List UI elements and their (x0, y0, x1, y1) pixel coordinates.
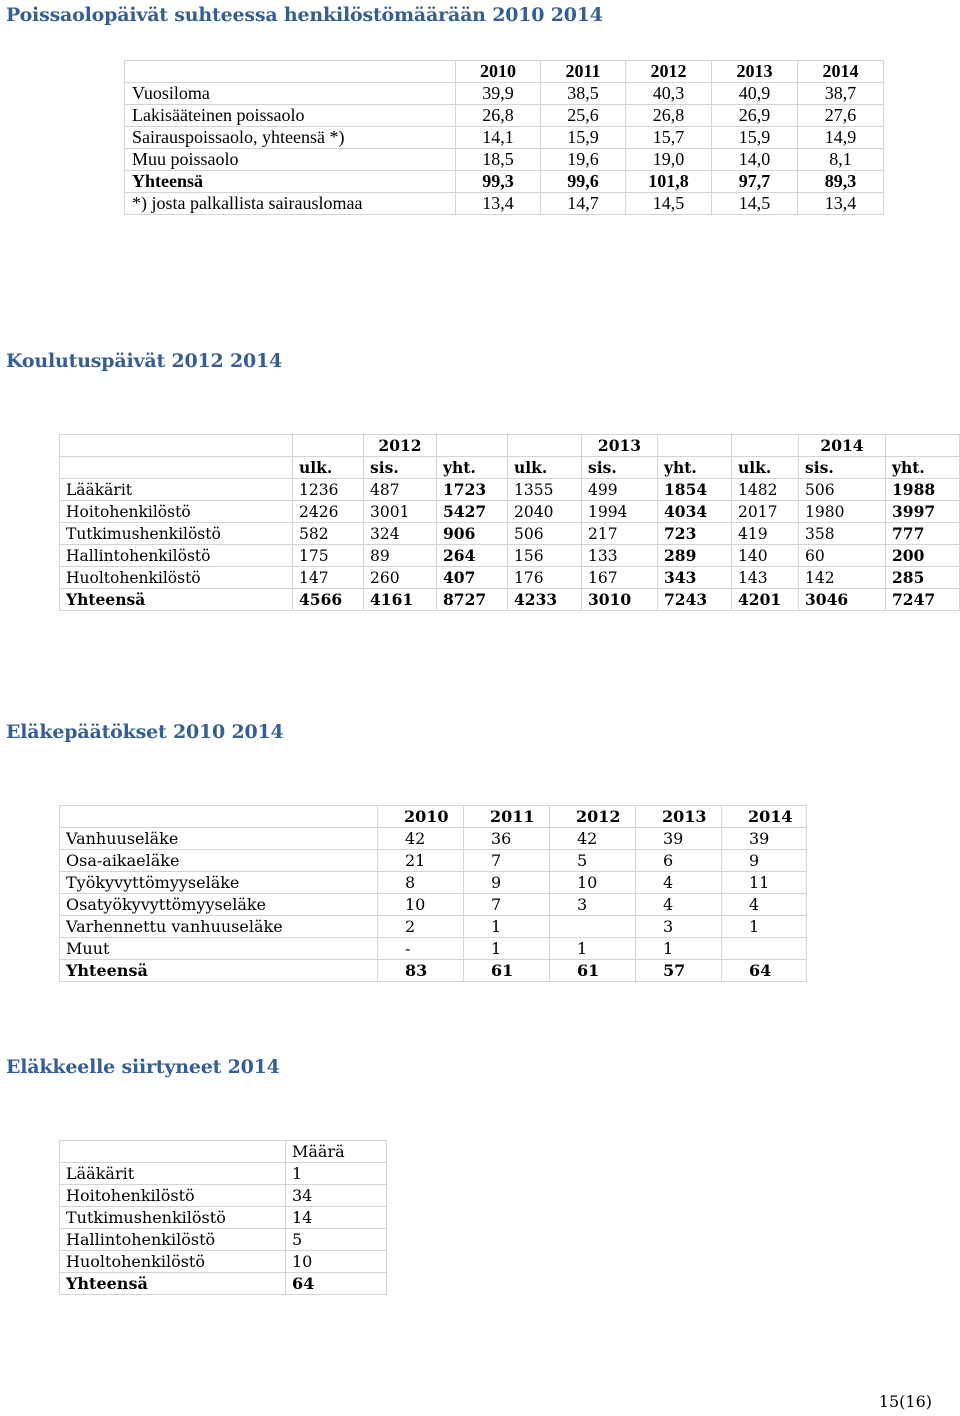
row-label: Osatyökyvyttömyyseläke (60, 894, 378, 916)
table-row (60, 894, 807, 916)
value-cell: 10 (550, 872, 636, 894)
value-cell: 64 (286, 1273, 387, 1295)
table-row (60, 1207, 387, 1229)
value-cell: 260 (364, 567, 437, 589)
value-cell: 1236 (293, 479, 364, 501)
value-cell: 18,5 (456, 149, 541, 171)
subheader-cell: ulk. (508, 457, 582, 479)
value-cell: 1355 (508, 479, 582, 501)
value-cell: 64 (722, 960, 807, 982)
header-empty-cell (60, 457, 293, 479)
value-cell: 21 (378, 850, 464, 872)
row-label: Yhteensä (60, 1273, 286, 1295)
subheader-row (60, 457, 960, 479)
value-cell: 1854 (658, 479, 732, 501)
value-cell: 99,6 (541, 171, 626, 193)
row-label: *) josta palkallista sairauslomaa (125, 193, 456, 215)
pension-decisions-table (59, 805, 807, 982)
table-row (60, 1251, 387, 1273)
value-cell: 3 (636, 916, 722, 938)
header-empty-cell (60, 1141, 286, 1163)
value-cell: 42 (550, 828, 636, 850)
value-cell: 40,9 (712, 83, 798, 105)
value-cell: 39 (722, 828, 807, 850)
row-label: Muu poissaolo (125, 149, 456, 171)
year-header: 2013 (636, 806, 722, 828)
value-cell: 1 (464, 916, 550, 938)
value-cell: 4 (722, 894, 807, 916)
value-cell: 419 (732, 523, 799, 545)
value-cell: 2017 (732, 501, 799, 523)
count-header: Määrä (286, 1141, 387, 1163)
value-cell: 1 (722, 916, 807, 938)
value-cell: 9 (722, 850, 807, 872)
value-cell: 15,9 (712, 127, 798, 149)
value-cell: 1482 (732, 479, 799, 501)
year-header: 2014 (798, 61, 884, 83)
value-cell: 13,4 (798, 193, 884, 215)
value-cell: 4233 (508, 589, 582, 611)
year-header: 2012 (364, 435, 437, 457)
value-cell: 8 (378, 872, 464, 894)
value-cell: 9 (464, 872, 550, 894)
value-cell: 1 (636, 938, 722, 960)
value-cell: 7 (464, 850, 550, 872)
value-cell: 1 (286, 1163, 387, 1185)
year-header: 2010 (378, 806, 464, 828)
table-row (60, 589, 960, 611)
subheader-cell: sis. (364, 457, 437, 479)
table-row (60, 1163, 387, 1185)
table-row (125, 83, 884, 105)
value-cell: 25,6 (541, 105, 626, 127)
value-cell: 38,7 (798, 83, 884, 105)
header-empty-cell (60, 806, 378, 828)
value-cell: 1994 (582, 501, 658, 523)
value-cell: 4 (636, 872, 722, 894)
subheader-cell: yht. (658, 457, 732, 479)
table-row (60, 545, 960, 567)
value-cell: 4161 (364, 589, 437, 611)
value-cell: 723 (658, 523, 732, 545)
year-header: 2010 (456, 61, 541, 83)
table-row (125, 171, 884, 193)
year-header: 2011 (464, 806, 550, 828)
year-header: 2014 (722, 806, 807, 828)
subheader-cell: sis. (799, 457, 886, 479)
value-cell: 407 (437, 567, 508, 589)
table-row (60, 828, 807, 850)
value-cell: 343 (658, 567, 732, 589)
value-cell: 83 (378, 960, 464, 982)
header-empty-cell (886, 435, 960, 457)
table-row (60, 916, 807, 938)
row-label: Muut (60, 938, 378, 960)
value-cell: 15,9 (541, 127, 626, 149)
value-cell: 19,6 (541, 149, 626, 171)
row-label: Hallintohenkilöstö (60, 1229, 286, 1251)
value-cell: 6 (636, 850, 722, 872)
value-cell: 1723 (437, 479, 508, 501)
year-header: 2014 (799, 435, 886, 457)
value-cell: 5427 (437, 501, 508, 523)
value-cell: 175 (293, 545, 364, 567)
value-cell (722, 938, 807, 960)
row-label: Lääkärit (60, 1163, 286, 1185)
value-cell: 11 (722, 872, 807, 894)
header-empty-cell (437, 435, 508, 457)
page-number: 15(16) (878, 1392, 932, 1411)
value-cell: 38,5 (541, 83, 626, 105)
value-cell: 582 (293, 523, 364, 545)
value-cell: 3010 (582, 589, 658, 611)
row-label: Vanhuuseläke (60, 828, 378, 850)
heading-elakepaatokset: Eläkepäätökset 2010 2014 (6, 721, 284, 743)
value-cell: 13,4 (456, 193, 541, 215)
heading-poissaolopaivat: Poissaolopäivät suhteessa henkilöstömäärään 2010 2014 (6, 4, 603, 26)
row-label: Hoitohenkilöstö (60, 501, 293, 523)
value-cell: 143 (732, 567, 799, 589)
value-cell: 2 (378, 916, 464, 938)
row-label: Varhennettu vanhuuseläke (60, 916, 378, 938)
value-cell: 61 (464, 960, 550, 982)
subheader-cell: yht. (886, 457, 960, 479)
row-label: Tutkimushenkilöstö (60, 523, 293, 545)
value-cell: 3997 (886, 501, 960, 523)
header-empty-cell (658, 435, 732, 457)
table-row (60, 523, 960, 545)
subheader-cell: ulk. (732, 457, 799, 479)
training-table (59, 434, 960, 611)
year-header: 2011 (541, 61, 626, 83)
year-header-row (60, 435, 960, 457)
table-row (125, 193, 884, 215)
value-cell: 27,6 (798, 105, 884, 127)
header-empty-cell (732, 435, 799, 457)
value-cell: 285 (886, 567, 960, 589)
table-row (60, 1185, 387, 1207)
subheader-cell: yht. (437, 457, 508, 479)
row-label: Huoltohenkilöstö (60, 1251, 286, 1273)
row-label: Yhteensä (60, 589, 293, 611)
header-empty-cell (60, 435, 293, 457)
value-cell: 499 (582, 479, 658, 501)
table-row (60, 501, 960, 523)
subheader-cell: sis. (582, 457, 658, 479)
row-label: Osa-aikaeläke (60, 850, 378, 872)
value-cell: 140 (732, 545, 799, 567)
value-cell: 19,0 (626, 149, 712, 171)
table-header-row (60, 1141, 387, 1163)
value-cell: 14,5 (626, 193, 712, 215)
value-cell: 26,8 (456, 105, 541, 127)
value-cell: 5 (286, 1229, 387, 1251)
row-label: Yhteensä (60, 960, 378, 982)
value-cell: 57 (636, 960, 722, 982)
value-cell: 14,9 (798, 127, 884, 149)
value-cell: 10 (378, 894, 464, 916)
table-row (60, 872, 807, 894)
row-label: Vuosiloma (125, 83, 456, 105)
table-row (125, 149, 884, 171)
value-cell: 324 (364, 523, 437, 545)
value-cell: 4 (636, 894, 722, 916)
value-cell: 217 (582, 523, 658, 545)
value-cell: 97,7 (712, 171, 798, 193)
value-cell: 4566 (293, 589, 364, 611)
value-cell: 5 (550, 850, 636, 872)
value-cell: 14,5 (712, 193, 798, 215)
row-label: Tutkimushenkilöstö (60, 1207, 286, 1229)
absence-table (124, 60, 884, 215)
table-row (60, 938, 807, 960)
value-cell: 3001 (364, 501, 437, 523)
value-cell: 200 (886, 545, 960, 567)
value-cell: 176 (508, 567, 582, 589)
value-cell: 39 (636, 828, 722, 850)
value-cell: 7243 (658, 589, 732, 611)
value-cell: 506 (799, 479, 886, 501)
value-cell: 40,3 (626, 83, 712, 105)
row-label: Hallintohenkilöstö (60, 545, 293, 567)
value-cell: 1988 (886, 479, 960, 501)
value-cell: 60 (799, 545, 886, 567)
row-label: Hoitohenkilöstö (60, 1185, 286, 1207)
table-row (60, 567, 960, 589)
header-empty-cell (125, 61, 456, 83)
value-cell: 15,7 (626, 127, 712, 149)
value-cell: 14,0 (712, 149, 798, 171)
value-cell: 4201 (732, 589, 799, 611)
table-row (125, 127, 884, 149)
value-cell: 906 (437, 523, 508, 545)
value-cell: 167 (582, 567, 658, 589)
value-cell: 7 (464, 894, 550, 916)
value-cell: 487 (364, 479, 437, 501)
value-cell: 61 (550, 960, 636, 982)
table-row (60, 1273, 387, 1295)
value-cell: 39,9 (456, 83, 541, 105)
year-header: 2012 (626, 61, 712, 83)
value-cell: 1 (550, 938, 636, 960)
row-label: Lakisääteinen poissaolo (125, 105, 456, 127)
value-cell: 10 (286, 1251, 387, 1273)
table-header-row (125, 61, 884, 83)
value-cell: 26,9 (712, 105, 798, 127)
value-cell: 2426 (293, 501, 364, 523)
value-cell (550, 916, 636, 938)
table-row (60, 1229, 387, 1251)
value-cell: 14 (286, 1207, 387, 1229)
value-cell: 4034 (658, 501, 732, 523)
table-row (60, 850, 807, 872)
value-cell: 506 (508, 523, 582, 545)
value-cell: 777 (886, 523, 960, 545)
row-label: Huoltohenkilöstö (60, 567, 293, 589)
heading-koulutuspaivat: Koulutuspäivät 2012 2014 (6, 350, 283, 372)
row-label: Sairauspoissaolo, yhteensä *) (125, 127, 456, 149)
row-label: Työkyvyttömyyseläke (60, 872, 378, 894)
value-cell: 34 (286, 1185, 387, 1207)
table-row (125, 105, 884, 127)
year-header: 2013 (582, 435, 658, 457)
value-cell: 133 (582, 545, 658, 567)
row-label: Lääkärit (60, 479, 293, 501)
value-cell: 42 (378, 828, 464, 850)
value-cell: 2040 (508, 501, 582, 523)
header-empty-cell (508, 435, 582, 457)
value-cell: 147 (293, 567, 364, 589)
value-cell: 89 (364, 545, 437, 567)
value-cell: 8,1 (798, 149, 884, 171)
value-cell: 101,8 (626, 171, 712, 193)
value-cell: 1 (464, 938, 550, 960)
year-header: 2012 (550, 806, 636, 828)
value-cell: 142 (799, 567, 886, 589)
value-cell: 358 (799, 523, 886, 545)
heading-elakkeelle-siirtyneet: Eläkkeelle siirtyneet 2014 (6, 1056, 280, 1078)
value-cell: - (378, 938, 464, 960)
value-cell: 3 (550, 894, 636, 916)
value-cell: 36 (464, 828, 550, 850)
retired-table (59, 1140, 387, 1295)
value-cell: 3046 (799, 589, 886, 611)
value-cell: 26,8 (626, 105, 712, 127)
value-cell: 8727 (437, 589, 508, 611)
year-header: 2013 (712, 61, 798, 83)
table-row (60, 479, 960, 501)
value-cell: 156 (508, 545, 582, 567)
header-empty-cell (293, 435, 364, 457)
value-cell: 264 (437, 545, 508, 567)
table-header-row (60, 806, 807, 828)
value-cell: 1980 (799, 501, 886, 523)
value-cell: 14,7 (541, 193, 626, 215)
value-cell: 7247 (886, 589, 960, 611)
value-cell: 99,3 (456, 171, 541, 193)
table-row (60, 960, 807, 982)
value-cell: 89,3 (798, 171, 884, 193)
value-cell: 14,1 (456, 127, 541, 149)
row-label: Yhteensä (125, 171, 456, 193)
subheader-cell: ulk. (293, 457, 364, 479)
value-cell: 289 (658, 545, 732, 567)
